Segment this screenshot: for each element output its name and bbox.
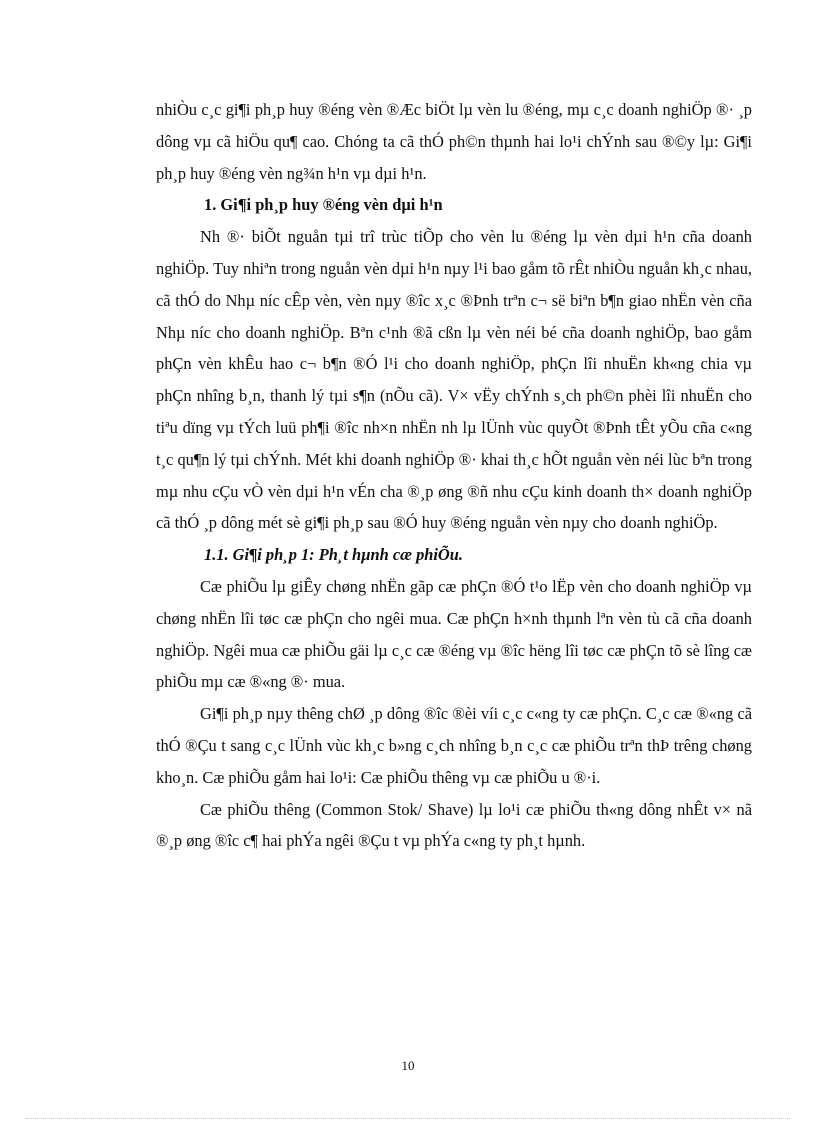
paragraph-common-stock: Cæ phiÕu thêng (Common Stok/ Shave) lµ lo¹i cæ phiÕu th«ng dông nhÊt v× nã ®¸p øng ®îc c¶ hai phÝa ngêi ®Çu t vµ phÝa c«ng ty ph¸t hµnh. [156, 799, 752, 851]
subsection-heading: 1.1. Gi¶i ph¸p 1: Ph¸t hµnh cæ phiÕu. [204, 545, 463, 565]
paragraph-stock-definition: Cæ phiÕu lµ giÊy chøng nhËn gãp cæ phÇn ®Ó t¹o lËp vèn cho doanh nghiÖp vµ chøng nhËn lîi tøc cæ phÇn cho ngêi mua. Cæ phÇn h×nh thµnh lªn vèn tù cã cña doanh nghiÖp. Ngêi mua cæ phiÕu gäi lµ c¸c cæ ®éng vµ ®îc hëng lîi tøc cæ phÇn tõ sè lîng cæ phiÕu mµ cæ ®«ng ®· mua. [156, 576, 752, 692]
paragraph-stock-types: Gi¶i ph¸p nµy thêng chØ ¸p dông ®îc ®èi víi c¸c c«ng ty cæ phÇn. C¸c cæ ®«ng cã thÓ ®Çu t sang c¸c lÜnh vùc kh¸c b»ng c¸ch nhîng b¸n c¸c cæ phiÕu trªn thÞ trêng chøng kho¸n. Cæ phiÕu gåm hai lo¹i: Cæ phiÕu thêng vµ cæ phiÕu u ®·i. [156, 704, 752, 787]
footer-divider [26, 1118, 790, 1119]
page-body [156, 94, 752, 857]
paragraph-long-term-capital: Nh ®· biÕt nguån tµi trî trùc tiÕp cho vèn lu ®éng lµ vèn dµi h¹n cña doanh nghiÖp. Tuy nhiªn trong nguån vèn dµi h¹n nµy l¹i bao gåm tõ rÊt nhiÒu nguån kh¸c nhau, cã thÓ do Nhµ níc cÊp vèn, vèn nµy ®îc x¸c ®Þnh trªn c¬ së biªn b¶n giao nhËn vèn cña Nhµ níc cho doanh nghiÖp. Bªn c¹nh ®ã cßn lµ vèn néi bé cña doanh nghiÖp, bao gåm phÇn vèn khÊu hao c¬ b¶n ®Ó l¹i cho doanh nghiÖp, phÇn lîi nhuËn kh«ng chia vµ phÇn nhîng b¸n, thanh lý tµi s¶n (nÕu cã). V× vËy chÝnh s¸ch ph©n phèi lîi nhuËn cho tiªu dïng vµ tÝch luü ph¶i ®îc nh×n nhËn nh lµ lÜnh vùc quyÕt ®Þnh tÊt yÕu cña c«ng t¸c qu¶n lý tµi chÝnh. Mét khi doanh nghiÖp ®· khai th¸c hÕt nguån vèn néi lùc bªn trong mµ nhu cÇu vÒ vèn dµi h¹n vÉn cha ®¸p øng ®ñ nhu cÇu kinh doanh th× doanh nghiÖp cã thÓ ¸p dông mét sè gi¶i ph¸p sau ®Ó huy ®éng nguån vèn nµy cho doanh nghiÖp. [156, 227, 752, 533]
paragraph-intro: nhiÒu c¸c gi¶i ph¸p huy ®éng vèn ®Æc biÖt lµ vèn lu ®éng, mµ c¸c doanh nghiÖp ®· ¸p dông vµ cã hiÖu qu¶ cao. Chóng ta cã thÓ ph©n thµnh hai lo¹i chÝnh sau ®©y lµ: Gi¶i ph¸p huy ®éng vèn ng¾n h¹n vµ dµi h¹n. [156, 100, 752, 183]
section-heading: 1. Gi¶i ph¸p huy ®éng vèn dµi h¹n [204, 195, 443, 215]
page-number: 10 [401, 1058, 415, 1073]
